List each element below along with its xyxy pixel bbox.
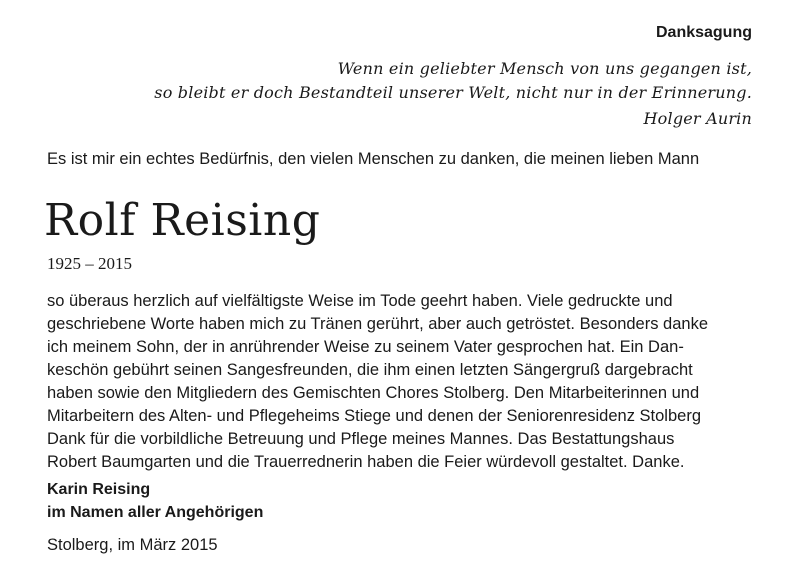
body-line: geschriebene Worte haben mich zu Tränen gerührt, aber auch getröstet. Besonders danke	[47, 315, 709, 333]
quote-line: Wenn ein geliebter Mensch von uns gegangen ist,	[337, 59, 752, 78]
body-line: keschön gebührt seinen Sangesfreunden, die ihm einen letzten Sängergruß dargebracht	[47, 361, 693, 379]
quote-author: Holger Aurin	[643, 109, 752, 128]
body-line: Dank für die vorbildliche Betreuung und Pflege meines Mannes. Das Bestattungshaus	[47, 430, 675, 448]
deceased-name: Rolf Reising	[44, 195, 321, 246]
intro-text: Es ist mir ein echtes Bedürfnis, den vielen Menschen zu danken, die meinen lieben Mann	[47, 150, 700, 168]
body-line: ich meinem Sohn, der in anrührender Weise zu seinem Vater gesprochen hat. Ein Dan-	[47, 338, 684, 356]
life-years: 1925 – 2015	[47, 254, 132, 273]
signature-on-behalf: im Namen aller Angehörigen	[47, 504, 264, 521]
body-line: so überaus herzlich auf vielfältigste Weise im Tode geehrt haben. Viele gedruckte und	[47, 292, 673, 310]
signature-block	[47, 478, 263, 524]
signature-name: Karin Reising	[47, 481, 151, 498]
notice-heading: Danksagung	[655, 24, 752, 41]
body-line: Mitarbeitern des Alten- und Pflegeheims Stiege und denen der Seniorenresidenz Stolberg	[47, 407, 701, 425]
body-text	[47, 290, 708, 474]
body-line: haben sowie den Mitgliedern des Gemischten Chores Stolberg. Den Mitarbeiterinnen und	[47, 384, 700, 402]
place-date: Stolberg, im März 2015	[47, 536, 218, 554]
quote-line: so bleibt er doch Bestandteil unserer Welt, nicht nur in der Erinnerung.	[154, 83, 752, 102]
quote-block	[154, 57, 752, 131]
body-line: Robert Baumgarten und die Trauerrednerin haben die Feier würdevoll gestaltet. Danke.	[47, 453, 685, 471]
